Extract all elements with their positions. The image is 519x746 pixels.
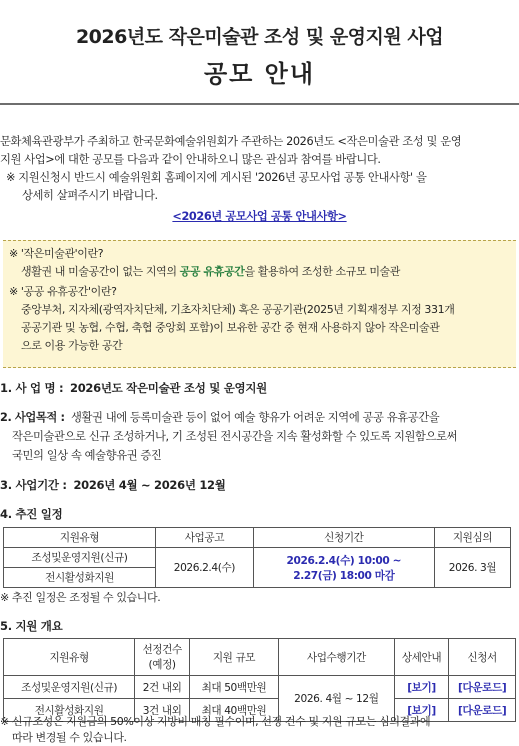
intro-note: ※ 지원신청시 반드시 예술위원회 홈페이지에 게시된 '2026년 공모사업 공통 안내사항' 을 — [6, 171, 427, 184]
section-label: 2. 사업목적 : — [0, 411, 65, 424]
closing-line: 따라 변경될 수 있습니다. — [12, 731, 127, 744]
table-cell: 3건 내외 — [135, 699, 190, 722]
section-line — [0, 408, 519, 427]
table-cell: 조성및운영지원(신규) — [4, 548, 156, 568]
highlight: 공공 유휴공간 — [179, 265, 245, 278]
page-title: 2026년도 작은미술관 조성 및 운영지원 사업 — [75, 26, 444, 48]
schedule-footnote: ※ 추진 일정은 조정될 수 있습니다. — [0, 591, 161, 604]
detail-link[interactable]: [보기] — [394, 676, 449, 699]
detail-link[interactable]: [보기] — [394, 699, 449, 722]
table-row — [4, 548, 511, 568]
apply-period-cell — [253, 548, 434, 588]
title-box — [0, 0, 519, 105]
intro-line: 지원 사업>에 대한 공모를 다음과 같이 안내하오니 많은 관심과 참여를 바랍니다. — [0, 153, 381, 166]
section-1 — [0, 380, 267, 396]
section-line: 작은미술관으로 신규 조성하거나, 기 조성된 전시공간을 지속 활성화할 수 있도록 지원함으로써 — [12, 430, 458, 443]
table-header-row — [4, 528, 511, 548]
section-label: 5. 지원 개요 — [0, 619, 63, 633]
table-row — [4, 676, 516, 699]
table-cell: 2026. 4월 ~ 12월 — [279, 676, 395, 722]
table-header: 신청서 — [449, 639, 516, 676]
closing-note — [0, 714, 519, 746]
section-value: 2026년 4월 ~ 2026년 12월 — [73, 478, 226, 492]
text: 생활권 내에 등록미술관 등이 없어 예술 향유가 어려운 지역에 공공 유휴공간을 — [70, 411, 440, 424]
page-subtitle: 공모 안내 — [203, 60, 316, 88]
table-header: 지원유형 — [4, 639, 135, 676]
table-header: 지원심의 — [434, 528, 510, 548]
table-cell: 전시활성화지원 — [4, 568, 156, 588]
link-line — [0, 208, 519, 226]
text: 2.27(금) 18:00 마감 — [293, 569, 395, 582]
section-3 — [0, 477, 226, 493]
table-header-row — [4, 639, 516, 676]
definition-body: 으로 이용 가능한 공간 — [21, 339, 123, 352]
table-header: 신청기간 — [253, 528, 434, 548]
table-cell: 최대 40백만원 — [189, 699, 278, 722]
intro-line: 문화체육관광부가 주최하고 한국문화예술위원회가 주관하는 2026년도 <작은미술관 조성 및 운영 — [0, 135, 462, 148]
section-label: 1. 사 업 명 : — [0, 381, 64, 395]
section-label: 4. 추진 일정 — [0, 507, 63, 521]
table-cell: 전시활성화지원 — [4, 699, 135, 722]
schedule-table — [3, 527, 511, 588]
section-value: 2026년도 작은미술관 조성 및 운영지원 — [70, 381, 267, 395]
table-cell: 2026. 3월 — [434, 548, 510, 588]
definition-box — [3, 240, 516, 368]
table-cell: 2건 내외 — [135, 676, 190, 699]
section-2 — [0, 408, 519, 465]
support-table — [3, 638, 516, 722]
table-cell: 2026.2.4(수) — [156, 548, 254, 588]
intro-note: 상세히 살펴주시기 바랍니다. — [22, 189, 158, 202]
download-link[interactable]: [다운로드] — [449, 699, 516, 722]
table-cell: 최대 50백만원 — [189, 676, 278, 699]
text: 을 활용하여 조성한 소규모 미술관 — [244, 265, 401, 278]
table-header: 지원 규모 — [189, 639, 278, 676]
section-line: 국민의 일상 속 예술향유권 증진 — [12, 449, 162, 462]
text: 생활권 내 미술공간이 없는 지역의 — [21, 265, 180, 278]
common-guide-link[interactable]: <2026년 공모사업 공통 안내사항> — [172, 210, 347, 223]
text: 선정건수 — [142, 644, 182, 656]
section-4 — [0, 506, 62, 522]
text: (예정) — [148, 659, 176, 671]
section-label: 3. 사업기간 : — [0, 478, 67, 492]
definition-heading: ※ '작은미술관'이란? — [9, 247, 104, 260]
section-5 — [0, 618, 62, 634]
table-header: 사업수행기간 — [279, 639, 395, 676]
definition-body: 중앙부처, 지자체(광역자치단체, 기초자치단체) 혹은 공공기관(2025년 기획재정부 지정 331개 — [21, 303, 455, 316]
intro — [0, 133, 519, 226]
definition-body — [3, 263, 516, 281]
table-header: 상세안내 — [394, 639, 449, 676]
definition-heading: ※ '공공 유휴공간'이란? — [9, 285, 117, 298]
closing-line: ※ 신규조성은 지원금의 50%이상 지방비 매칭 필수이며, 선정 건수 및 지원 규모는 심의결과에 — [0, 715, 431, 728]
text: 2026.2.4(수) 10:00 ~ — [286, 554, 402, 567]
table-header — [135, 639, 190, 676]
download-link[interactable]: [다운로드] — [449, 676, 516, 699]
definition-body: 공공기관 및 농협, 수협, 축협 중앙회 포함)이 보유한 공간 중 현재 사용하지 않아 작은미술관 — [21, 321, 440, 334]
table-header: 사업공고 — [156, 528, 254, 548]
table-header: 지원유형 — [4, 528, 156, 548]
table-cell: 조성및운영지원(신규) — [4, 676, 135, 699]
